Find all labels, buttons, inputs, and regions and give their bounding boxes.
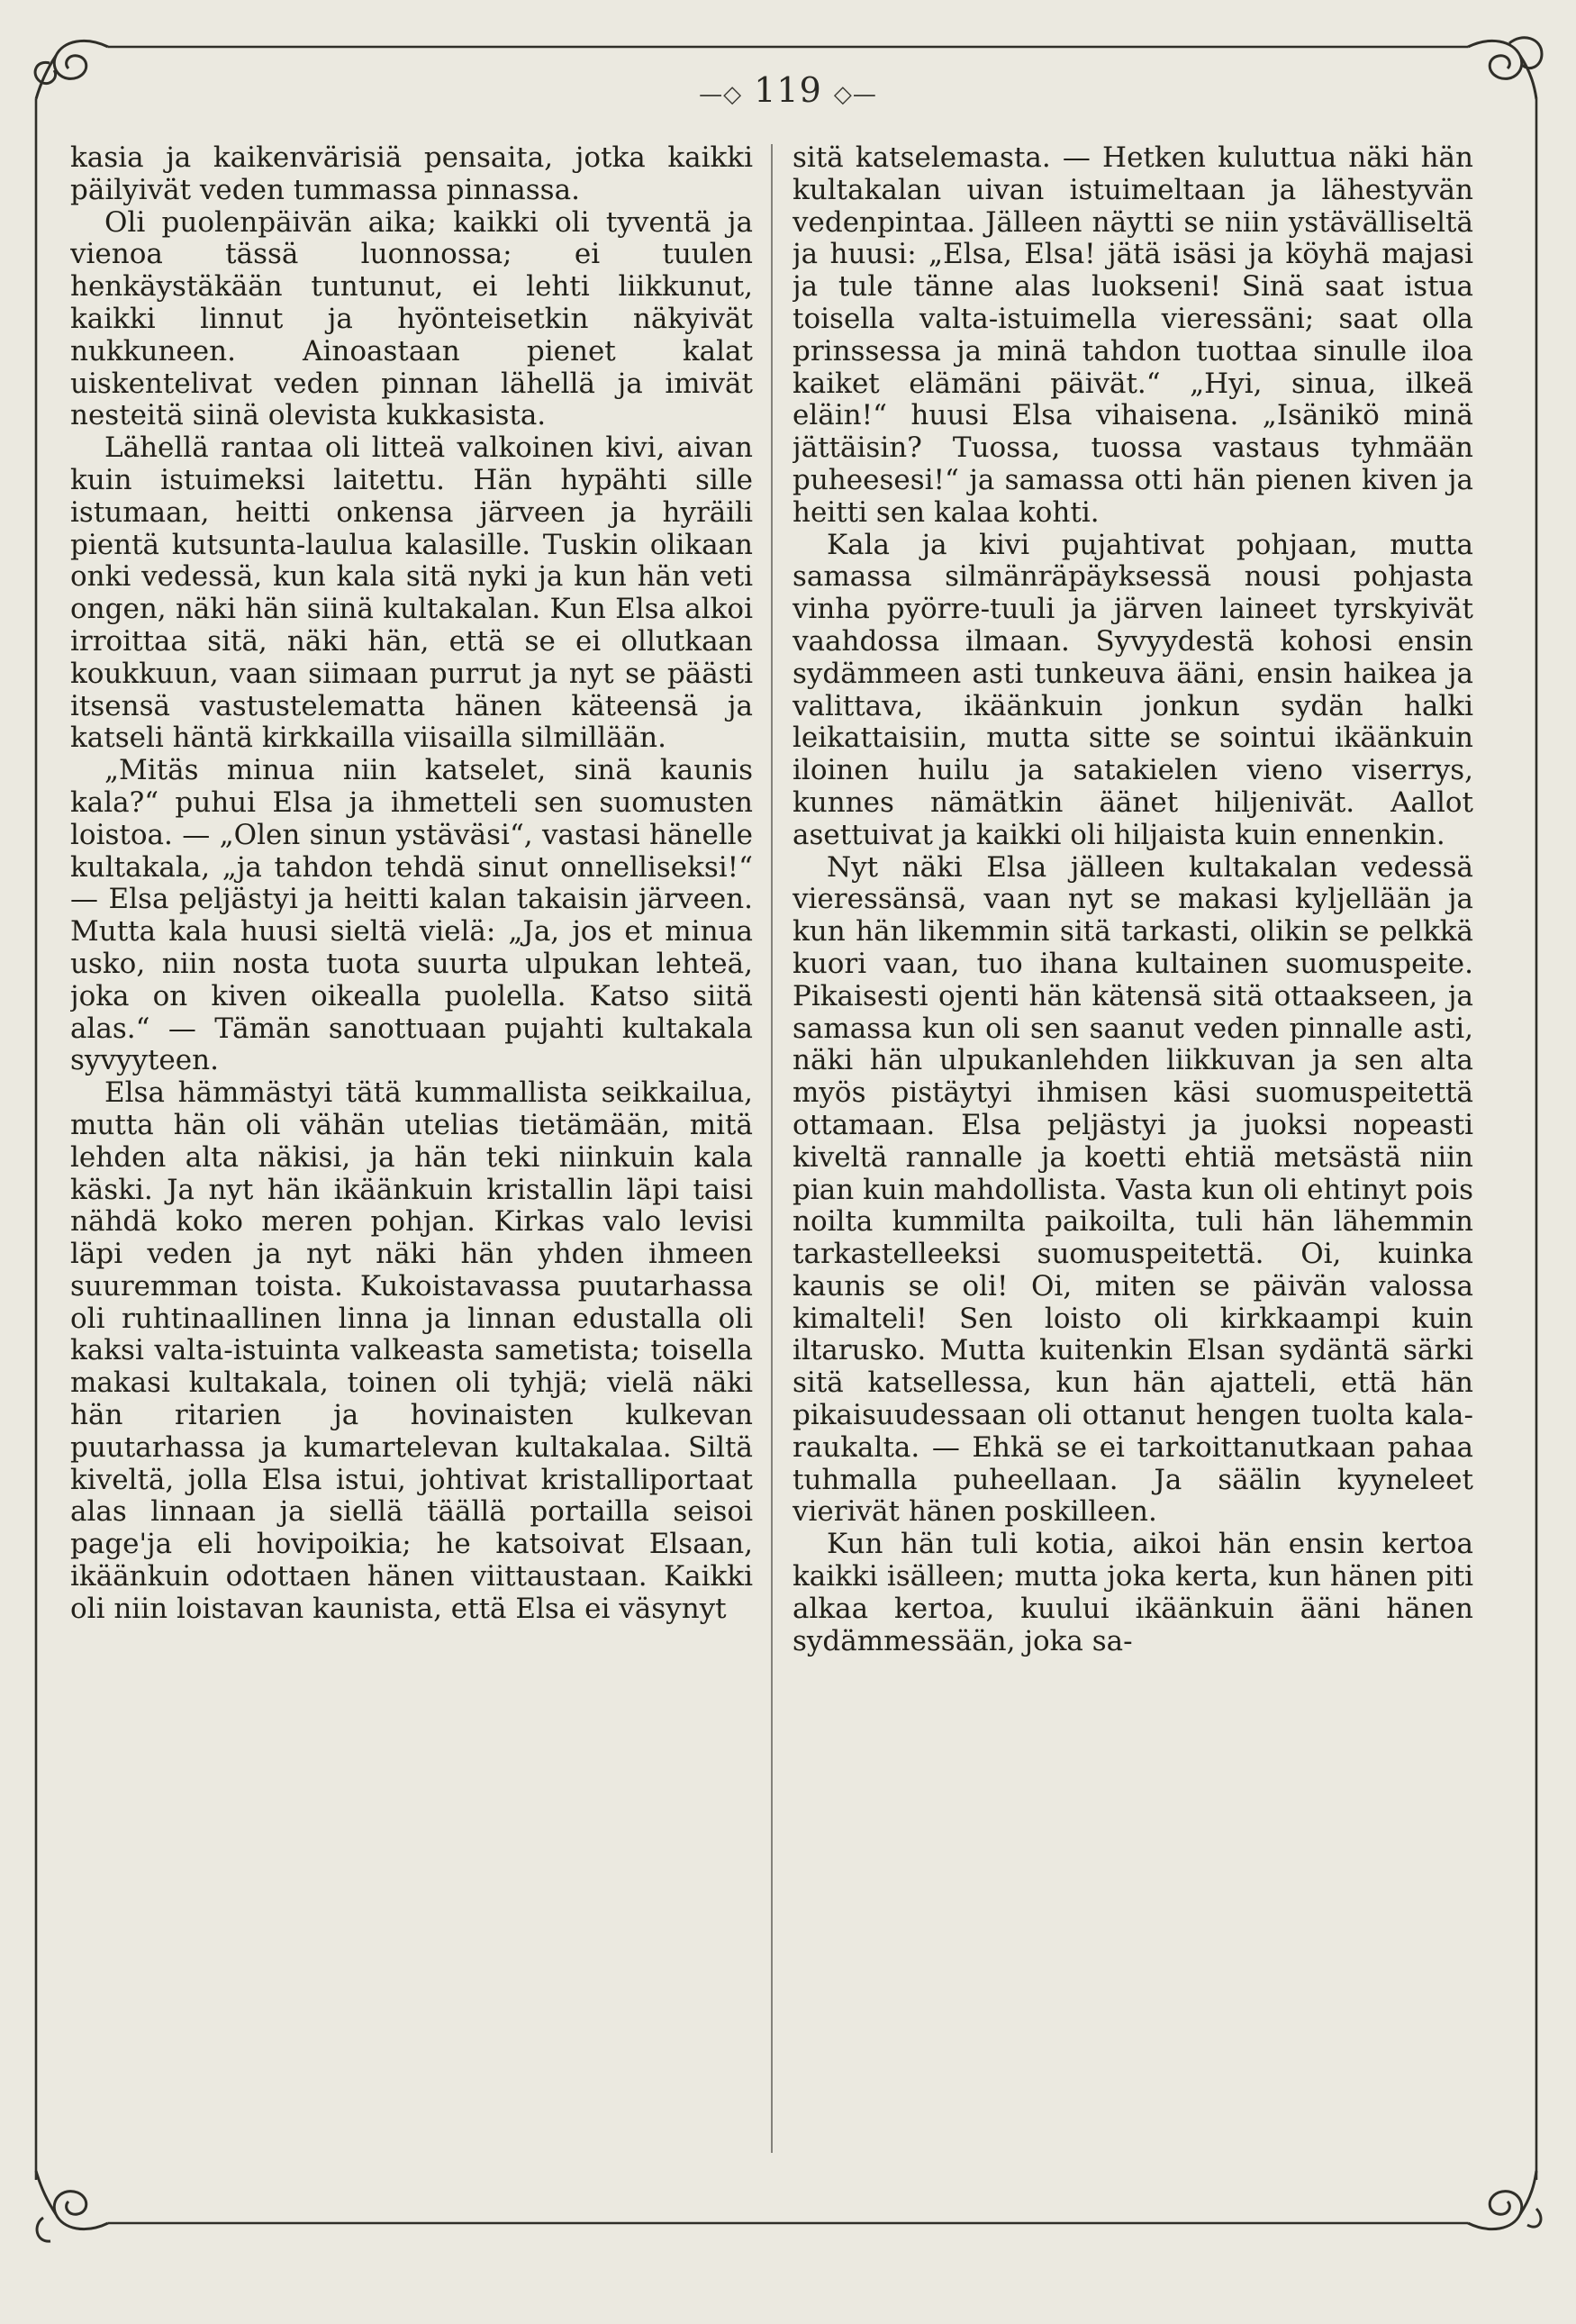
paragraph: Oli puolenpäivän aika; kaikki oli tyventä ja vienoa tässä luonnossa; ei tuulen henkäystäkään tuntunut, ei lehti liikkunut, kaikki linnut ja hyönteisetkin näkyivät nukkuneen. Ainoastaan pienet kalat uiskentelivat veden pinnan lähellä ja imivät nesteitä siinä olevista kukkasista. [70, 205, 753, 432]
paragraph: kasia ja kaikenvärisiä pensaita, jotka kaikki päilyivät veden tummassa pinnassa. [70, 142, 753, 206]
corner-flourish-bottom-left [36, 2171, 108, 2241]
paragraph: sitä katselemasta. — Hetken kuluttua näki hän kultakalan uivan istuimeltaan ja lähestyvän vedenpintaa. Jälleen näytti se niin ystävälliseltä ja huusi: „Elsa, Elsa! jätä isäsi ja köyhä majasi ja tule tänne alas luokseni! Sinä saat istua toisella valta-istuimella vieressäni; saat olla prinssessa ja minä tahdon tuottaa sinulle iloa kaiket elämäni päivät.“ „Hyi, sinua, ilkeä eläin!“ huusi Elsa vihaisena. „Isänikö minä jättäisin? Tuossa, tuossa vastaus tyhmään puheesesi!“ ja samassa otti hän pienen kiven ja heitti sen kalaa kohti. [793, 142, 1473, 529]
paragraph: Lähellä rantaa oli litteä valkoinen kivi, aivan kuin istuimeksi laitettu. Hän hypähti sille istumaan, heitti onkensa järveen ja hyräili pientä kutsunta-laulua kalasille. Tuskin olikaan onki vedessä, kun kala sitä nyki ja kun hän veti ongen, näki hän siinä kultakalan. Kun Elsa alkoi irroittaa sitä, näki hän, että se ei ollutkaan koukkuun, vaan siimaan purrut ja nyt se päästi itsensä vastustelematta hänen käteensä ja katseli häntä kirkkailla viisailla silmillään. [70, 431, 753, 755]
column-divider [771, 144, 773, 2153]
page-number: 119 [754, 70, 822, 110]
paragraph: Kun hän tuli kotia, aikoi hän ensin kertoa kaikki isälleen; mutta joka kerta, kun hänen piti alkaa kertoa, kuului ikäänkuin ääni hänen sydämmessään, joka sa- [793, 1528, 1473, 1657]
paragraph: Kala ja kivi pujahtivat pohjaan, mutta samassa silmänräpäyksessä nousi pohjasta vinha pyörre-tuuli ja järven laineet tyrskyivät vaahdossa ilmaan. Syvyydestä kohosi ensin sydämmeen asti tunkeuva ääni, ensin haikea ja valittava, ikäänkuin jonkun sydän halki leikattaisiin, mutta sitte se sointui ikäänkuin iloinen huilu ja satakielen vieno viserrys, kunnes nämätkin äänet hiljenivät. Aallot asettuivat ja kaikki oli hiljaista kuin ennenkin. [793, 528, 1473, 851]
header-ornament-left: —◇ [699, 81, 743, 108]
corner-flourish-bottom-right [1468, 2171, 1541, 2229]
page-header [0, 70, 1576, 110]
left-column [70, 142, 753, 2165]
paragraph: „Mitäs minua niin katselet, sinä kaunis kala?“ puhui Elsa ja ihmetteli sen suomusten loistoa. — „Olen sinun ystäväsi“, vastasi hänelle kultakala, „ja tahdon tehdä sinut onnelliseksi!“ — Elsa peljästyi ja heitti kalan takaisin järveen. Mutta kala huusi sieltä vielä: „Ja, jos et minua usko, niin nosta tuota suurta ulpukan lehteä, joka on kiven oikealla puolella. Katso siitä alas.“ — Tämän sanottuaan pujahti kultakala syvyyteen. [70, 754, 753, 1077]
paragraph: Nyt näki Elsa jälleen kultakalan vedessä vieressänsä, vaan nyt se makasi kyljellään ja kun hän likemmin sitä tarkasti, olikin se pelkkä kuori vaan, tuo ihana kultainen suomuspeite. Pikaisesti ojenti hän kätensä sitä ottaakseen, ja samassa kun oli sen saanut veden pinnalle asti, näki hän ulpukanlehden liikkuvan ja sen alta myös pistäytyi ihmisen käsi suomuspeitettä ottamaan. Elsa peljästyi ja juoksi nopeasti kiveltä rannalle ja koetti ehtiä metsästä niin pian kuin mahdollista. Vasta kun oli ehtinyt pois noilta kummilta paikoilta, tuli hän lähemmin tarkastelleeksi suomuspeitettä. Oi, kuinka kaunis se oli! Oi, miten se päivän valossa kimalteli! Sen loisto oli kirkkaampi kuin iltarusko. Mutta kuitenkin Elsan sydäntä särki sitä katsellessa, kun hän ajatteli, että hän pikaisuudessaan oli ottanut hengen tuolta kala-raukalta. — Ehkä se ei tarkoittanutkaan pahaa tuhmalla puheellaan. Ja säälin kyyneleet vierivät hänen poskilleen. [793, 850, 1473, 1529]
right-column [793, 142, 1473, 2165]
header-ornament-right: ◇— [833, 81, 877, 108]
paragraph: Elsa hämmästyi tätä kummallista seikkailua, mutta hän oli vähän utelias tietämään, mitä lehden alta näkisi, ja hän teki niinkuin kala käski. Ja nyt hän ikäänkuin kristallin läpi taisi nähdä koko meren pohjan. Kirkas valo levisi läpi veden ja nyt näki hän yhden ihmeen suuremman toista. Kukoistavassa puutarhassa oli ruhtinaallinen linna ja linnan edustalla oli kaksi valta-istuinta valkeasta sametista; toisella makasi kultakala, toinen oli tyhjä; vielä näki hän ritarien ja hovinaisten kulkevan puutarhassa ja kumartelevan kultakalaa. Siltä kiveltä, jolla Elsa istui, johtivat kristalliportaat alas linnaan ja siellä täällä portailla seisoi page'ja eli hovipoikia; he katsoivat Elsaan, ikäänkuin odottaen hänen viittaustaan. Kaikki oli niin loistavan kaunista, että Elsa ei väsynyt [70, 1076, 753, 1625]
